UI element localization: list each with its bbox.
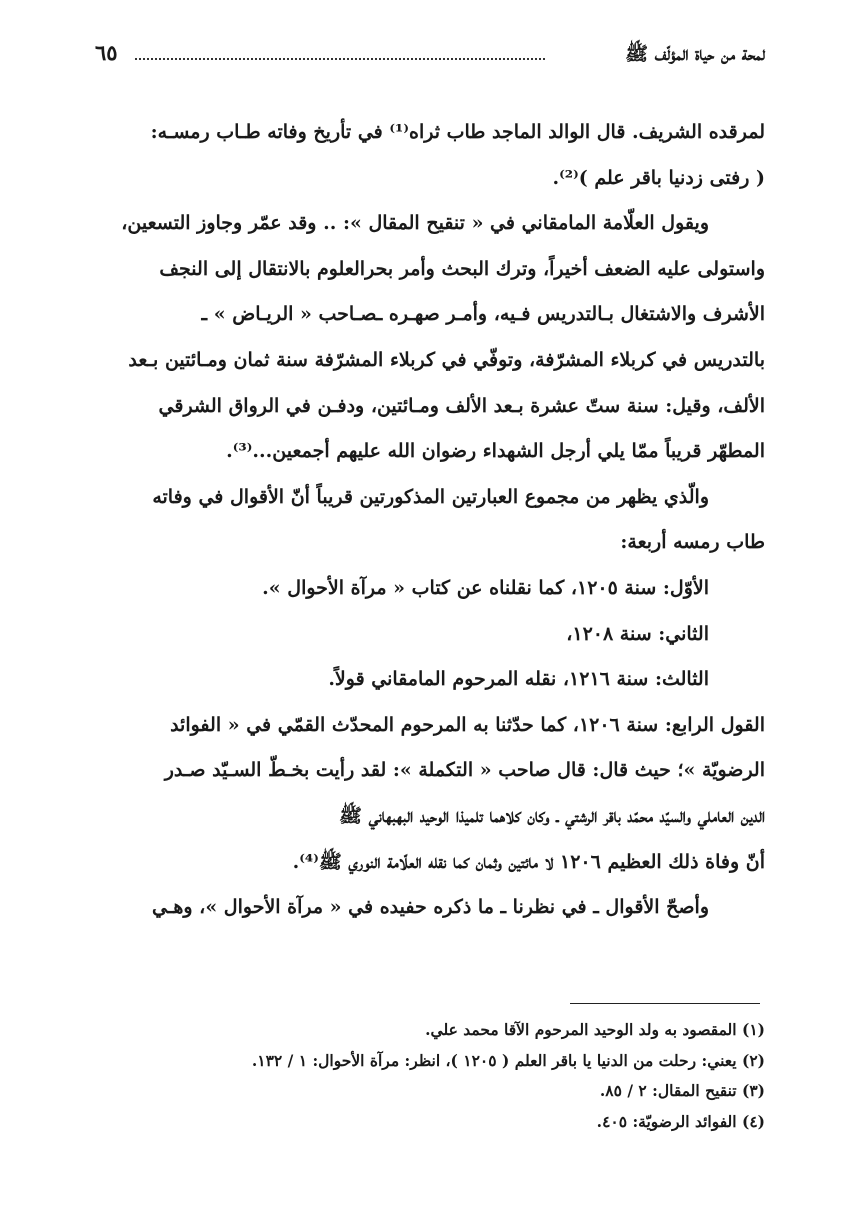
text-line: المطهّر قريباً ممّا يلي أرجل الشهداء رضوان الله عليهم أجمعين...⁽³⁾. <box>226 440 765 463</box>
text-line: أنّ وفاة ذلك العظيم ١٢٠٦ لا مائتين وثمان كما نقله العلّامة النوري ﷺ⁽⁴⁾. <box>292 850 765 873</box>
text-line: ويقول العلّامة المامقاني في « تنقيح المقال »: .. وقد عمّر وجاوز التسعين، <box>121 212 709 235</box>
running-title: لمحة من حياة المؤلّف ﷺ <box>625 43 765 65</box>
text-line: بالتدريس في كربلاء المشرّفة، وتوفّي في كربلاء المشرّفة سنة ثمان ومـائتين بـعد <box>128 348 765 371</box>
body-text <box>95 110 765 931</box>
text-line: لمرقده الشريف. قال الوالد الماجد طاب ثراه⁽¹⁾ في تأريخ وفاته طـاب رمسـه: <box>150 121 765 143</box>
list-item: الثاني: سنة ١٢٠٨، <box>566 622 709 645</box>
footnote: (٢) يعني: رحلت من الدنيا يا باقر العلم ( ١٢٠٥ )، انظر: مرآة الأحوال: ١ / ١٣٢. <box>251 1050 765 1070</box>
dotted-leader <box>135 58 545 60</box>
list-item: الثالث: سنة ١٢١٦، نقله المرحوم المامقاني قولاً. <box>328 668 709 691</box>
text-line: الأشرف والاشتغال بـالتدريس فـيه، وأمـر صهـره ـصـاحب « الريـاض » ـ <box>201 303 765 326</box>
running-header <box>95 38 765 78</box>
footnote: (١) المقصود به ولد الوحيد المرحوم الآقا محمد علي. <box>425 1020 765 1039</box>
text-line: والّذي يظهر من مجموع العبارتين المذكورتين قريباً أنّ الأقوال في وفاته <box>152 485 709 508</box>
list-item: الأوّل: سنة ١٢٠٥، كما نقلناه عن كتاب « مرآة الأحوال ». <box>262 576 709 599</box>
text-line: واستولى عليه الضعف أخيراً، وترك البحث وأمر بحرالعلوم بالانتقال إلى النجف <box>159 257 765 280</box>
text-line: الألف، وقيل: سنة ستّ عشرة بـعد الألف ومـائتين، ودفـن في الرواق الشرقي <box>158 394 765 417</box>
text-line: طاب رمسه أربعة: <box>620 531 765 554</box>
footnote: (٤) الفوائد الرضويّة: ٤٠٥. <box>596 1111 765 1131</box>
text-line: الدين العاملي والسيّد محمّد باقر الرشتي ـ وكان كلاهما تلميذا الوحيد البهبهاني ﷺ <box>339 804 765 827</box>
footnotes <box>95 1015 765 1137</box>
text-line: ( رفتى زدنيا باقر علم )⁽²⁾. <box>552 166 765 189</box>
text-line: القول الرابع: سنة ١٢٠٦، كما حدّثنا به المرحوم المحدّث القمّي في « الفوائد <box>170 713 765 736</box>
footnote: (٣) تنقيح المقال: ٢ / ٨٥. <box>599 1081 765 1100</box>
page-number: ٦٥ <box>95 40 118 65</box>
footnote-separator <box>570 1003 760 1004</box>
text-line: الرضويّة »؛ حيث قال: قال صاحب « التكملة »: لقد رأيت بخـطّ السـيّد صـدر <box>164 759 765 782</box>
text-line: وأصحّ الأقوال ـ في نظرنا ـ ما ذكره حفيده في « مرآة الأحوال »، وهـي <box>151 896 709 919</box>
